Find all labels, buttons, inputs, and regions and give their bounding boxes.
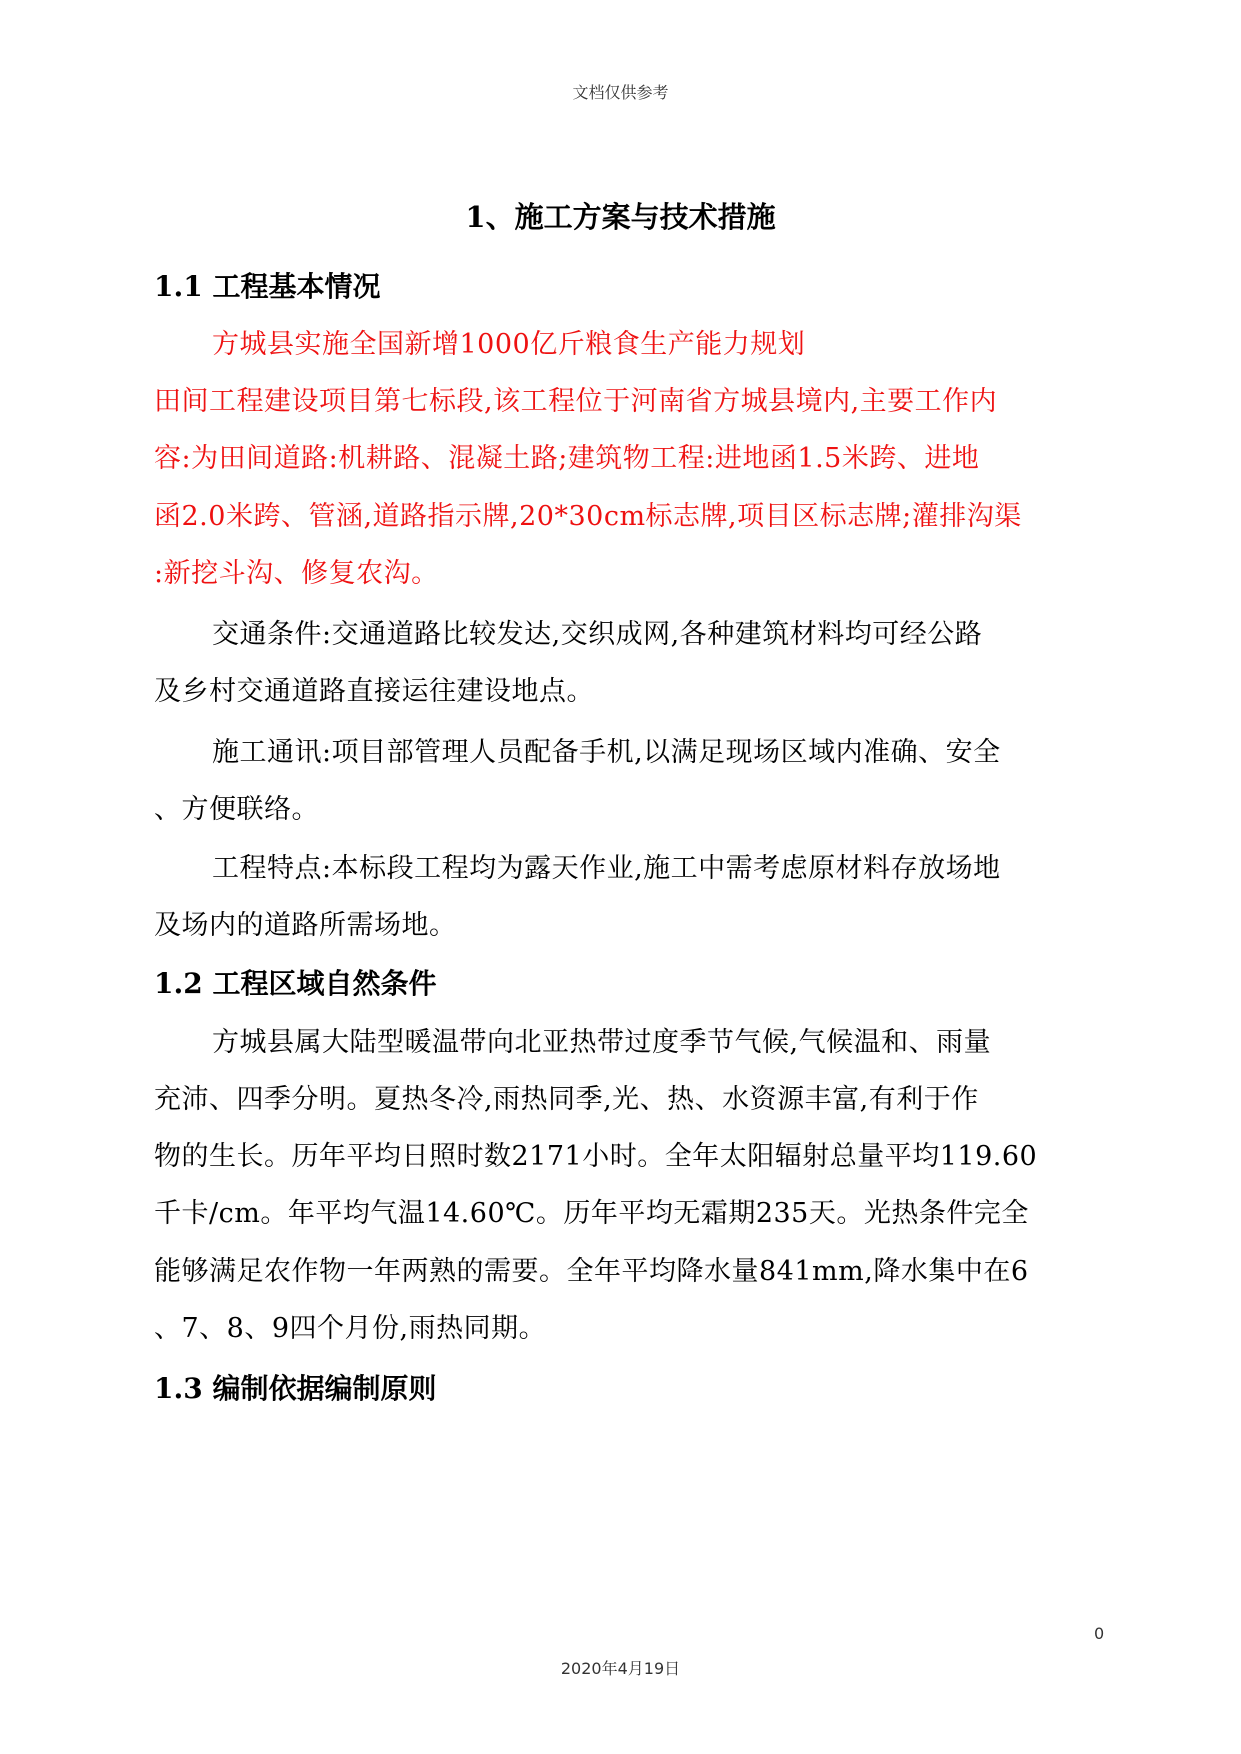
section-heading-1-1: 1.1 工程基本情况 — [154, 270, 381, 303]
paragraph-line: 施工通讯:项目部管理人员配备手机,以满足现场区域内准确、安全 — [212, 737, 1001, 768]
paragraph-line: 物的生长。历年平均日照时数2171小时。全年太阳辐射总量平均119.60 — [154, 1141, 1038, 1172]
paragraph-line: 充沛、四季分明。夏热冬冷,雨热同季,光、热、水资源丰富,有利于作 — [154, 1084, 979, 1115]
section-heading-1-2: 1.2 工程区域自然条件 — [154, 967, 437, 1000]
paragraph-line: 容:为田间道路:机耕路、混凝土路;建筑物工程:进地函1.5米跨、进地 — [154, 443, 980, 474]
paragraph-line: 能够满足农作物一年两熟的需要。全年平均降水量841mm,降水集中在6 — [154, 1256, 1029, 1287]
page-footer-date: 2020年4月19日 — [560, 1659, 681, 1678]
paragraph-line: 、方便联络。 — [154, 794, 319, 825]
paragraph-line: 函2.0米跨、管涵,道路指示牌,20*30cm标志牌,项目区标志牌;灌排沟渠 — [154, 501, 1022, 532]
paragraph-line: :新挖斗沟、修复农沟。 — [154, 558, 439, 589]
paragraph-line: 、7、8、9四个月份,雨热同期。 — [154, 1313, 547, 1344]
page-header: 文档仅供参考 — [572, 83, 669, 102]
paragraph-line: 千卡/cm。年平均气温14.60℃。历年平均无霜期235天。光热条件完全 — [154, 1198, 1029, 1229]
paragraph-line: 田间工程建设项目第七标段,该工程位于河南省方城县境内,主要工作内 — [154, 386, 998, 417]
paragraph-line: 方城县实施全国新增1000亿斤粮食生产能力规划 — [212, 329, 806, 360]
section-heading-1-3: 1.3 编制依据编制原则 — [154, 1372, 437, 1405]
paragraph-line: 及场内的道路所需场地。 — [154, 910, 457, 941]
paragraph-line: 方城县属大陆型暖温带向北亚热带过度季节气候,气候温和、雨量 — [212, 1027, 992, 1058]
document-title: 1、施工方案与技术措施 — [465, 200, 776, 234]
paragraph-line: 工程特点:本标段工程均为露天作业,施工中需考虑原材料存放场地 — [212, 853, 1001, 884]
paragraph-line: 交通条件:交通道路比较发达,交织成网,各种建筑材料均可经公路 — [212, 619, 983, 650]
paragraph-line: 及乡村交通道路直接运往建设地点。 — [154, 676, 594, 707]
page-number: 0 — [1094, 1624, 1105, 1643]
